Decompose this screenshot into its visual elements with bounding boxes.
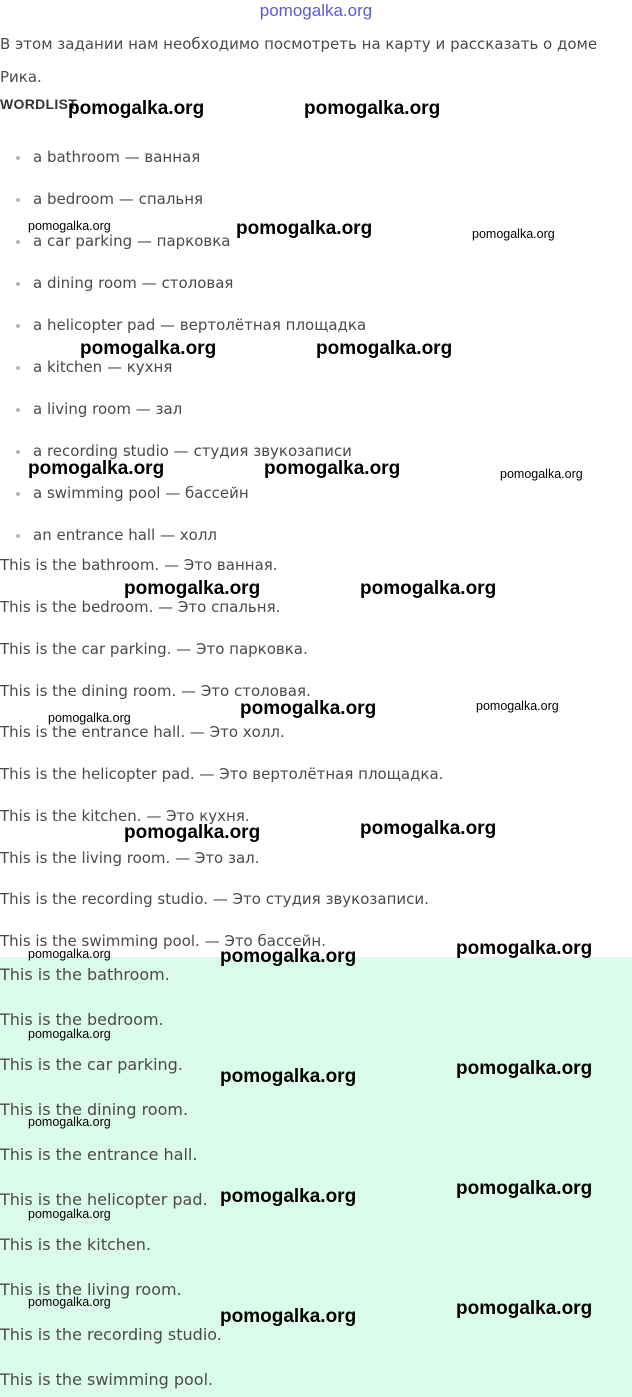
watermark: pomogalka.org xyxy=(240,698,377,719)
watermark: pomogalka.org xyxy=(456,1058,593,1079)
watermark: pomogalka.org xyxy=(28,1115,111,1129)
watermark: pomogalka.org xyxy=(456,938,593,959)
watermark: pomogalka.org xyxy=(500,467,583,481)
site-title[interactable]: pomogalka.org xyxy=(259,1,373,20)
answer-line: This is the helicopter pad. xyxy=(0,1190,208,1209)
sentence: This is the recording studio. — Это студия звукозаписи. xyxy=(0,890,429,908)
watermark: pomogalka.org xyxy=(28,219,111,233)
sentence: This is the car parking. — Это парковка. xyxy=(0,640,308,658)
wordlist-heading: WORDLIST xyxy=(0,96,78,112)
sentence: This is the entrance hall. — Это холл. xyxy=(0,723,285,741)
list-item: a car parking — парковка xyxy=(33,232,231,250)
sentence: This is the living room. — Это зал. xyxy=(0,849,260,867)
watermark: pomogalka.org xyxy=(456,1178,593,1199)
watermark: pomogalka.org xyxy=(80,338,217,359)
sentence: This is the bathroom. — Это ванная. xyxy=(0,556,278,574)
watermark: pomogalka.org xyxy=(28,947,111,961)
sentence: This is the bedroom. — Это спальня. xyxy=(0,598,281,616)
sentence: This is the kitchen. — Это кухня. xyxy=(0,807,250,825)
watermark: pomogalka.org xyxy=(28,458,165,479)
watermark: pomogalka.org xyxy=(472,227,555,241)
watermark: pomogalka.org xyxy=(360,818,497,839)
watermark: pomogalka.org xyxy=(48,711,131,725)
sentence: This is the dining room. — Это столовая. xyxy=(0,682,311,700)
watermark: pomogalka.org xyxy=(304,98,441,119)
answer-line: This is the swimming pool. xyxy=(0,1370,214,1389)
sentence: This is the swimming pool. — Это бассейн. xyxy=(0,932,326,950)
list-item: a helicopter pad — вертолётная площадка xyxy=(33,316,367,334)
answer-line: This is the car parking. xyxy=(0,1055,183,1074)
watermark: pomogalka.org xyxy=(124,578,261,599)
list-item: a recording studio — студия звукозаписи xyxy=(33,442,352,460)
answer-line: This is the entrance hall. xyxy=(0,1145,198,1164)
list-item: a kitchen — кухня xyxy=(33,358,173,376)
watermark: pomogalka.org xyxy=(360,578,497,599)
intro-text: В этом задании нам необходимо посмотреть на карту и рассказать о доме Рика. xyxy=(0,35,598,86)
watermark: pomogalka.org xyxy=(68,98,205,119)
watermark: pomogalka.org xyxy=(28,1295,111,1309)
watermark: pomogalka.org xyxy=(28,1207,111,1221)
list-item: an entrance hall — холл xyxy=(33,526,217,544)
list-item: a bedroom — спальня xyxy=(33,190,204,208)
watermark: pomogalka.org xyxy=(264,458,401,479)
answer-line: This is the bedroom. xyxy=(0,1010,164,1029)
answer-line: This is the recording studio. xyxy=(0,1325,222,1344)
list-item: a living room — зал xyxy=(33,400,183,418)
watermark: pomogalka.org xyxy=(456,1298,593,1319)
watermark: pomogalka.org xyxy=(476,699,559,713)
watermark: pomogalka.org xyxy=(220,946,357,967)
watermark: pomogalka.org xyxy=(28,1027,111,1041)
list-item: a swimming pool — бассейн xyxy=(33,484,249,502)
watermark: pomogalka.org xyxy=(220,1306,357,1327)
watermark: pomogalka.org xyxy=(236,218,373,239)
answer-line: This is the kitchen. xyxy=(0,1235,151,1254)
sentence: This is the helicopter pad. — Это вертолётная площадка. xyxy=(0,765,444,783)
list-item: a bathroom — ванная xyxy=(33,148,201,166)
answer-line: This is the living room. xyxy=(0,1280,182,1299)
list-item: a dining room — столовая xyxy=(33,274,234,292)
watermark: pomogalka.org xyxy=(220,1186,357,1207)
watermark: pomogalka.org xyxy=(220,1066,357,1087)
answer-line: This is the dining room. xyxy=(0,1100,189,1119)
watermark: pomogalka.org xyxy=(124,822,261,843)
watermark: pomogalka.org xyxy=(316,338,453,359)
answer-line: This is the bathroom. xyxy=(0,965,170,984)
